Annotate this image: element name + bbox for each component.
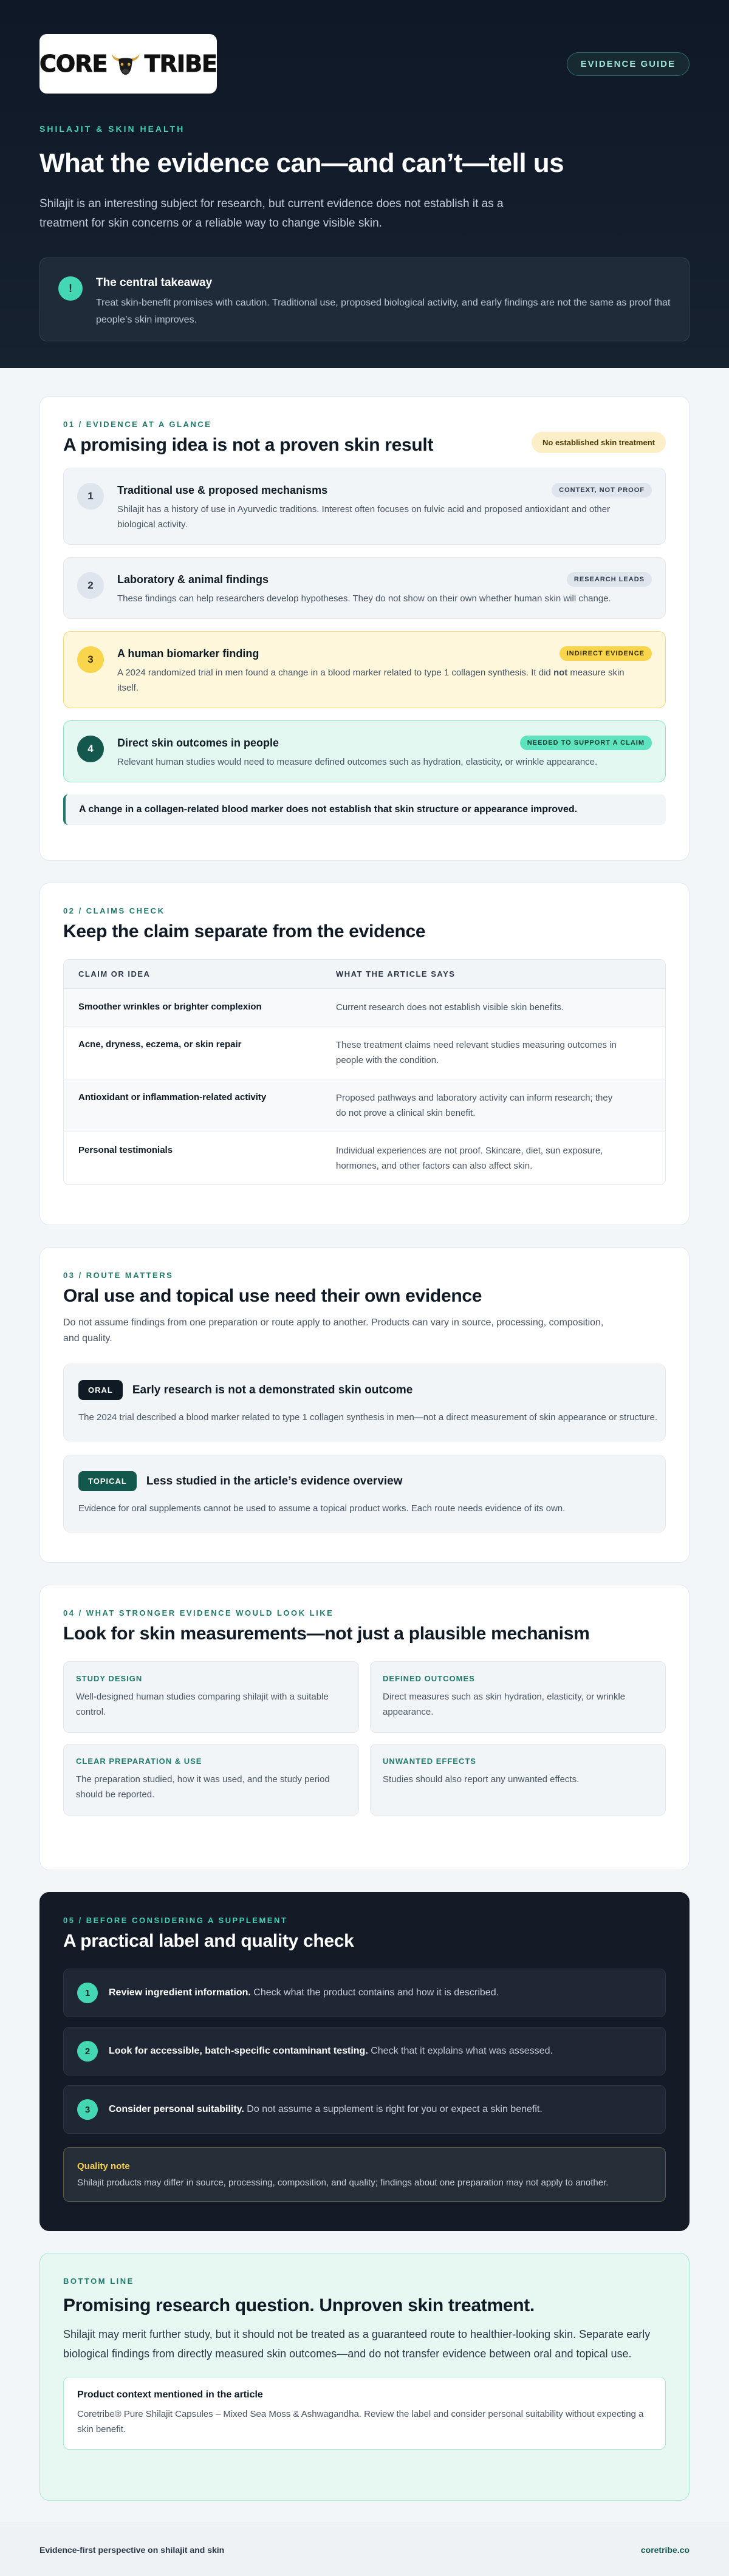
product-context-box — [63, 2377, 666, 2450]
table-row — [64, 1079, 665, 1132]
step-text-part: A 2024 randomized trial in men found a change in a blood marker related to type 1 collagen synthesis. It did — [117, 668, 553, 678]
check-number: 2 — [77, 2041, 98, 2062]
product-context-text: Coretribe® Pure Shilajit Capsules – Mixed Sea Moss & Ashwagandha. Review the label and consider personal suitability without expecting a skin benefit. — [77, 2409, 644, 2434]
quality-note — [63, 2147, 666, 2202]
step-title: Direct skin outcomes in people — [117, 737, 279, 749]
check-text — [109, 1987, 499, 1998]
step-number: 2 — [77, 572, 104, 599]
hero-eyebrow: SHILAJIT & SKIN HEALTH — [39, 124, 185, 134]
step-number: 3 — [77, 646, 104, 673]
route-title: Early research is not a demonstrated skin outcome — [132, 1383, 413, 1396]
criteria-text: The preparation studied, how it was used, and the study period should be reported. — [76, 1774, 330, 1800]
claims-check-section — [39, 883, 690, 1225]
says-cell: Individual experiences are not proof. Skincare, diet, sun exposure, hormones, and other factors can also affect skin. — [336, 1146, 603, 1171]
section-eyebrow: 02 / CLAIMS CHECK — [63, 906, 165, 915]
status-badge: No established skin treatment — [532, 432, 666, 453]
check-text — [109, 2104, 542, 2115]
section-lead: Shilajit may merit further study, but it should not be treated as a guaranteed route to healthier-looking skin. Separate early biological findings from directly measured skin outcomes—and do not transfer evidence between oral and topical use. — [63, 2328, 651, 2360]
step-title: Laboratory & animal findings — [117, 573, 269, 586]
route-text: The 2024 trial described a blood marker related to type 1 collagen synthesis in men—not a direct measurement of skin appearance or structure. — [78, 1412, 658, 1423]
step-tag: RESEARCH LEADS — [567, 572, 652, 587]
stronger-evidence-section — [39, 1585, 690, 1870]
route-title: Less studied in the article’s evidence overview — [146, 1474, 403, 1488]
footer-site-link[interactable]: coretribe.co — [640, 2544, 690, 2555]
section-eyebrow: 01 / EVIDENCE AT A GLANCE — [63, 420, 212, 429]
step-tag: CONTEXT, NOT PROOF — [552, 483, 652, 497]
brand-logo[interactable] — [39, 34, 217, 94]
claim-cell: Personal testimonials — [78, 1145, 173, 1155]
section-title: Promising research question. Unproven skin treatment. — [63, 2295, 535, 2315]
product-context-title: Product context mentioned in the article — [77, 2390, 263, 2400]
route-text: Evidence for oral supplements cannot be used to assume a topical product works. Each route needs evidence of its own. — [78, 1503, 566, 1514]
evidence-step — [63, 468, 666, 545]
table-row — [64, 1027, 665, 1079]
check-bold: Look for accessible, batch-specific contaminant testing. — [109, 2046, 368, 2056]
route-tag: TOPICAL — [78, 1471, 137, 1491]
section-eyebrow: 03 / ROUTE MATTERS — [63, 1271, 174, 1280]
footer — [0, 2523, 729, 2576]
check-bold: Review ingredient information. — [109, 1987, 251, 1998]
criteria-text: Studies should also report any unwanted effects. — [383, 1774, 580, 1785]
quality-check-section — [39, 1892, 690, 2231]
page-title: What the evidence can—and can’t—tell us — [39, 148, 564, 178]
section-title: A promising idea is not a proven skin result — [63, 435, 434, 455]
checklist-item — [63, 1969, 666, 2017]
says-cell: Proposed pathways and laboratory activity can inform research; they do not prove a clinical skin benefit. — [336, 1093, 613, 1118]
step-tag: INDIRECT EVIDENCE — [560, 646, 652, 661]
check-text — [109, 2046, 553, 2057]
check-number: 3 — [77, 2099, 98, 2120]
criteria-card — [370, 1744, 666, 1816]
evidence-at-a-glance-section — [39, 396, 690, 861]
route-tag: ORAL — [78, 1380, 123, 1400]
step-number: 4 — [77, 736, 104, 762]
section-title: A practical label and quality check — [63, 1931, 354, 1951]
checklist — [63, 1969, 666, 2134]
step-text: Shilajit has a history of use in Ayurvedic traditions. Interest often focuses on fulvic acid and proposed antioxidant and other biological activity. — [117, 504, 611, 530]
evidence-step — [63, 720, 666, 782]
route-card-oral — [63, 1364, 666, 1441]
hero-subtitle: Shilajit is an interesting subject for research, but current evidence does not establish it as a treatment for skin concerns or a reliable way to change visible skin. — [39, 197, 504, 230]
column-header: CLAIM OR IDEA — [78, 969, 151, 979]
says-cell: These treatment claims need relevant studies measuring outcomes in people with the condition. — [336, 1040, 617, 1065]
quality-note-title: Quality note — [77, 2161, 130, 2171]
takeaway-title: The central takeaway — [96, 276, 213, 289]
claim-cell: Smoother wrinkles or brighter complexion — [78, 1002, 262, 1012]
checklist-item — [63, 2027, 666, 2075]
exclamation-icon: ! — [58, 276, 83, 301]
column-header: WHAT THE ARTICLE SAYS — [336, 969, 456, 979]
step-text-part: measure skin itself. — [117, 668, 625, 693]
section-eyebrow: 04 / WHAT STRONGER EVIDENCE WOULD LOOK LIKE — [63, 1608, 334, 1618]
checklist-item — [63, 2085, 666, 2134]
criteria-text: Well-designed human studies comparing shilajit with a suitable control. — [76, 1692, 329, 1717]
logo-text-right: TRIBE — [144, 50, 217, 77]
bottom-line-section — [39, 2253, 690, 2501]
step-text — [117, 665, 628, 695]
criteria-label: UNWANTED EFFECTS — [383, 1757, 476, 1766]
step-title: Traditional use & proposed mechanisms — [117, 484, 328, 496]
check-number: 1 — [77, 1983, 98, 2003]
criteria-label: CLEAR PREPARATION & USE — [76, 1757, 202, 1766]
route-card-topical — [63, 1455, 666, 1532]
check-rest: Check that it explains what was assessed. — [368, 2046, 553, 2056]
claim-cell: Antioxidant or inflammation-related activity — [78, 1092, 267, 1102]
hero — [0, 0, 729, 368]
quality-note-text: Shilajit products may differ in source, processing, composition, and quality; findings about one preparation may not apply to another. — [77, 2178, 609, 2188]
table-row — [64, 989, 665, 1027]
check-rest: Do not assume a supplement is right for you or expect a skin benefit. — [244, 2104, 542, 2114]
claims-table — [63, 959, 666, 1185]
section-lead: Do not assume findings from one preparation or route apply to another. Products can vary in source, processing, composition, and quality. — [63, 1317, 604, 1344]
criteria-card — [63, 1744, 359, 1816]
section-title: Keep the claim separate from the evidence — [63, 921, 426, 941]
criteria-text: Direct measures such as skin hydration, elasticity, or wrinkle appearance. — [383, 1692, 626, 1717]
table-header — [64, 960, 665, 989]
logo-text-left: CORE — [39, 50, 108, 77]
section-title: Oral use and topical use need their own evidence — [63, 1286, 482, 1306]
criteria-label: DEFINED OUTCOMES — [383, 1674, 475, 1683]
step-tag: NEEDED TO SUPPORT A CLAIM — [520, 736, 652, 750]
says-cell: Current research does not establish visible skin benefits. — [336, 1002, 564, 1013]
callout-note: A change in a collagen-related blood marker does not establish that skin structure or appearance improved. — [63, 794, 666, 825]
section-eyebrow: BOTTOM LINE — [63, 2277, 134, 2286]
route-matters-section — [39, 1247, 690, 1563]
criteria-card — [370, 1661, 666, 1733]
evidence-guide-badge: EVIDENCE GUIDE — [567, 52, 690, 76]
step-text: Relevant human studies would need to measure defined outcomes such as hydration, elasticity, or wrinkle appearance. — [117, 757, 598, 767]
check-bold: Consider personal suitability. — [109, 2104, 244, 2114]
check-rest: Check what the product contains and how it is described. — [250, 1987, 499, 1998]
evidence-step — [63, 631, 666, 708]
step-text: These findings can help researchers develop hypotheses. They do not show on their own whether human skin will change. — [117, 593, 611, 604]
table-row — [64, 1132, 665, 1184]
criteria-label: STUDY DESIGN — [76, 1674, 143, 1683]
top-bar — [39, 34, 690, 94]
claim-cell: Acne, dryness, eczema, or skin repair — [78, 1039, 242, 1050]
criteria-card — [63, 1661, 359, 1733]
bull-head-icon — [109, 50, 142, 78]
step-text-emphasis: not — [553, 668, 568, 678]
takeaway-text: Treat skin-benefit promises with caution. Traditional use, proposed biological activity, and early findings are not the same as proof that people’s skin improves. — [96, 298, 671, 325]
section-title: Look for skin measurements—not just a plausible mechanism — [63, 1624, 590, 1644]
criteria-grid — [63, 1661, 666, 1816]
evidence-step — [63, 557, 666, 619]
footer-tagline: Evidence-first perspective on shilajit and skin — [39, 2544, 225, 2555]
section-eyebrow: 05 / BEFORE CONSIDERING A SUPPLEMENT — [63, 1916, 288, 1925]
step-title: A human biomarker finding — [117, 647, 259, 660]
step-number: 1 — [77, 483, 104, 510]
central-takeaway-box — [39, 258, 690, 341]
